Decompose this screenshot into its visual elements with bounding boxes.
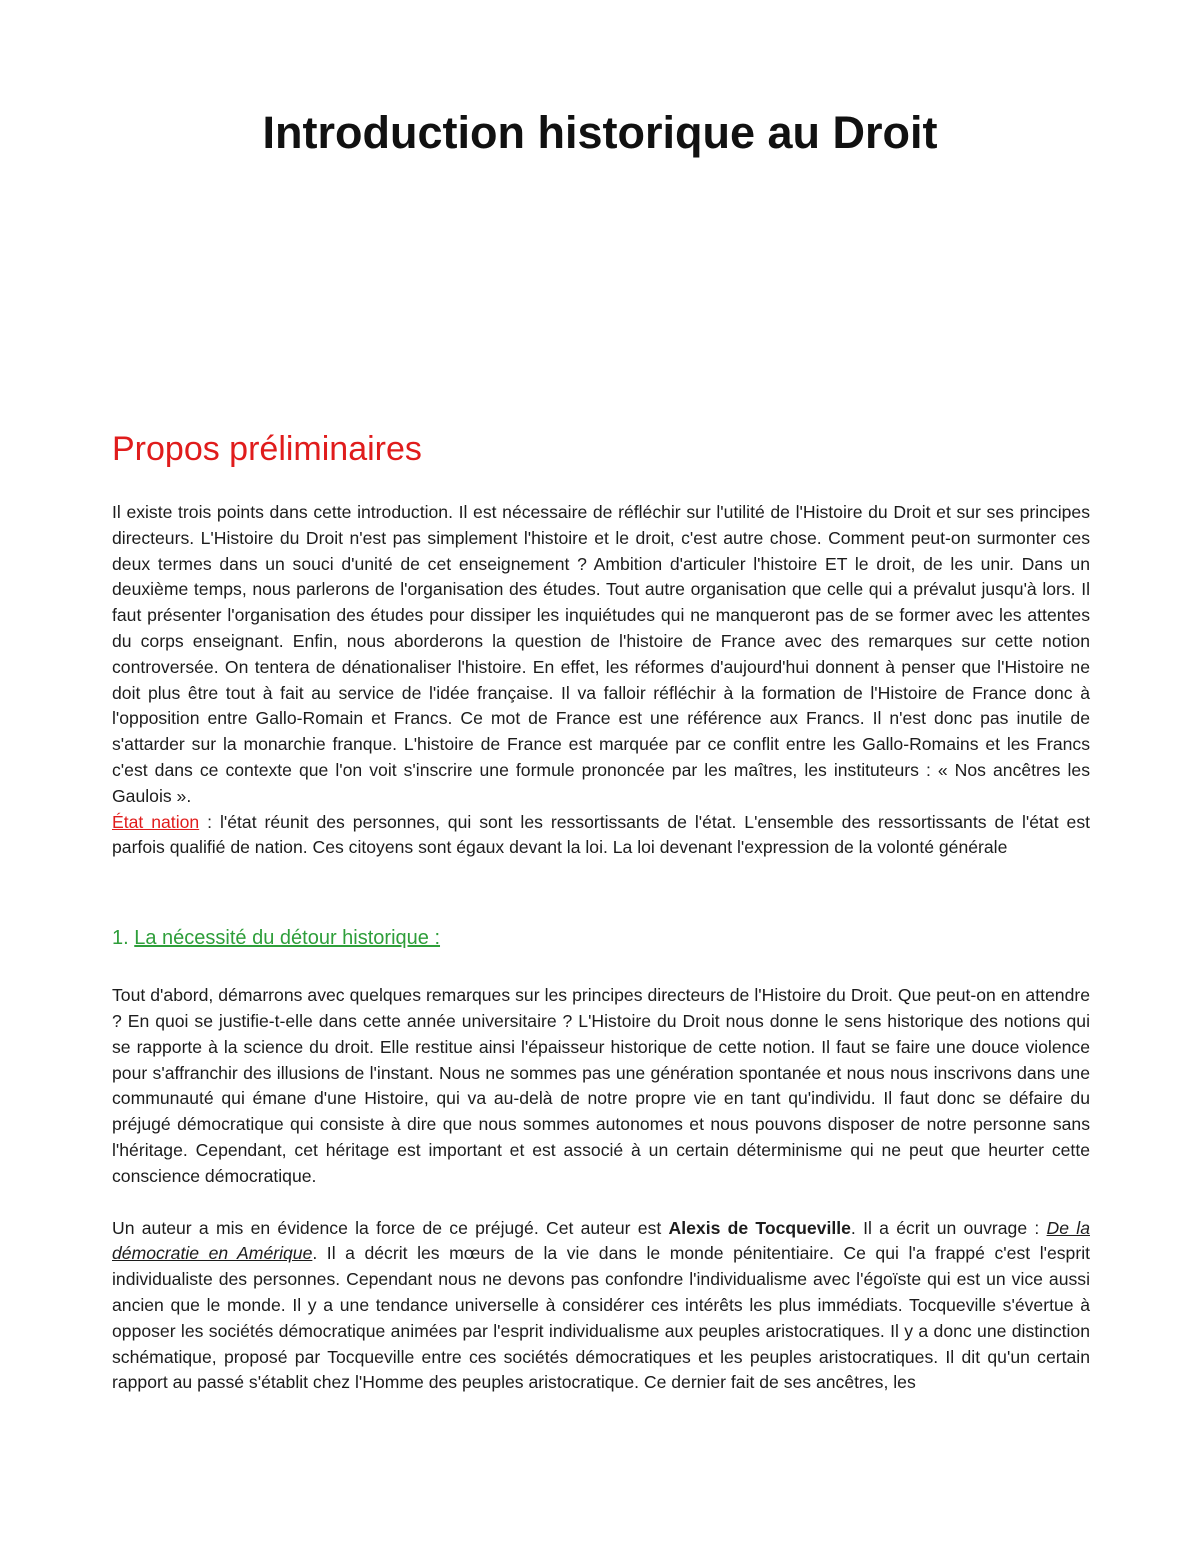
definition-text: : l'état réunit des personnes, qui sont les ressortissants de l'état. L'ensemble des ressortissants de l'état est parfois qualifié de nation. Ces citoyens sont égaux devant la loi. La loi devenant l'expression de la volonté générale	[112, 811, 1090, 858]
section-number: 1.	[112, 927, 135, 950]
p2-start: Un auteur a mis en évidence la force de ce préjugé. Cet auteur est	[112, 1217, 669, 1238]
section-title: La nécessité du détour historique :	[134, 927, 441, 950]
document-title: Introduction historique au Droit	[262, 107, 938, 158]
section-heading-detour-historique	[112, 923, 1090, 953]
p2-end: . Il a décrit les mœurs de la vie dans le monde pénitentiaire. Ce qui l'a frappé c'est l'esprit individualiste des personnes. Cependant nous ne devons pas confondre l'individualisme avec l'égoïste qui est un vice aussi ancien que le monde. Il y a une tendance universelle à considérer ces intérêts les plus immédiats. Tocqueville s'évertue à opposer les sociétés démocratique animées par l'esprit individualisme aux peuples aristocratiques. Il y a donc une distinction schématique, proposé par Tocqueville entre ces sociétés démocratiques et les peuples aristocratiques. Il dit qu'un certain rapport au passé s'établit chez l'Homme des peuples aristocratique. Ce dernier fait de ses ancêtres, les	[112, 1243, 1090, 1393]
book-title: De la démocratie en Amérique	[112, 1217, 1090, 1264]
paragraph-gap	[112, 1190, 1090, 1216]
paragraph-principes: Tout d'abord, démarrons avec quelques remarques sur les principes directeurs de l'Histoire du Droit. Que peut-on en attendre ? En quoi se justifie-t-elle dans cette année universitaire ? L'Histoire du Droit nous donne le sens historique des notions qui se rapporte à la science du droit. Elle restitue ainsi l'épaisseur historique de cette notion. Il faut se faire une douce violence pour s'affranchir des illusions de l'instant. Nous ne sommes pas une génération spontanée et nous nous inscrivons dans une communauté qui émane d'une Histoire, qui va au-delà de notre propre vie en tant qu'individu. Il faut donc se défaire du préjugé démocratique qui consiste à dire que nous sommes autonomes et nous pouvons disposer de notre personne sans l'héritage. Cependant, cet héritage est important et est associé à un certain déterminisme qui ne peut que heurter cette conscience démocratique.	[112, 985, 1090, 1186]
p2-mid: . Il a écrit un ouvrage :	[850, 1217, 1047, 1238]
paragraph-intro: Il existe trois points dans cette introduction. Il est nécessaire de réfléchir sur l'utilité de l'Histoire du Droit et sur ses principes directeurs. L'Histoire du Droit n'est pas simplement l'histoire et le droit, c'est autre chose. Comment peut-on surmonter ces deux termes dans un souci d'unité de cet enseignement ? Ambition d'articuler l'histoire ET le droit, de les unir. Dans un deuxième temps, nous parlerons de l'organisation des études. Tout autre organisation que celle qui a prévalut jusqu'à lors. Il faut présenter l'organisation des études pour dissiper les inquiétudes qui ne manqueront pas de se former avec les attentes du corps enseignant. Enfin, nous aborderons la question de l'histoire de France avec des remarques sur cette notion controversée. On tentera de dénationaliser l'histoire. En effet, les réformes d'aujourd'hui donnent à penser que l'Histoire ne doit plus être tout à fait au service de l'idée française. Il va falloir réfléchir à la formation de l'Histoire de France donc à l'opposition entre Gallo-Romain et Francs. Ce mot de France est une référence aux Francs. Il n'est donc pas inutile de s'attarder sur la monarchie franque. L'histoire de France est marquée par ce conflit entre les Gallo-Romains et les Francs c'est dans ce contexte que l'on voit s'inscrire une formule prononcée par les maîtres, les instituteurs : « Nos ancêtres les Gaulois ».	[112, 502, 1090, 806]
definition-term: État nation	[112, 811, 200, 832]
paragraph-tocqueville	[112, 1216, 1090, 1397]
section-heading-preliminaires: Propos préliminaires	[112, 430, 422, 468]
paragraph-definition	[112, 810, 1090, 862]
document-body	[112, 424, 1090, 1396]
author-name: Alexis de Tocqueville	[668, 1217, 851, 1238]
